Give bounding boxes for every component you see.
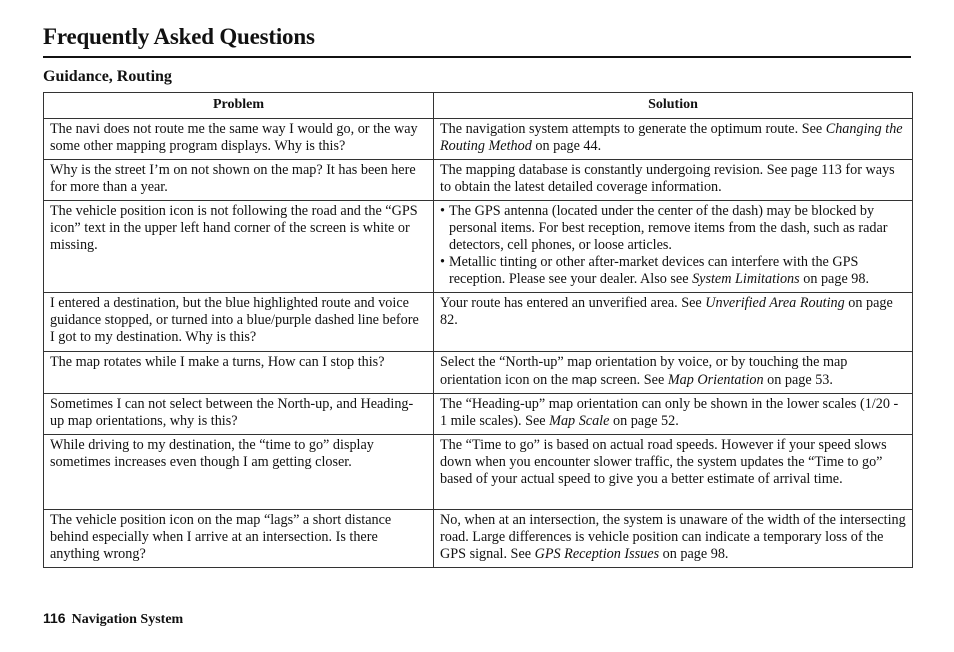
problem-cell: I entered a destination, but the blue highlighted route and voice guidance stopped, or turned into a blue/purple dashed line before I got to my destination. Why is this? xyxy=(44,293,434,352)
solution-text: on page 53. xyxy=(763,372,833,388)
bullet-icon: • xyxy=(440,203,445,219)
page-footer xyxy=(43,610,183,628)
table-row xyxy=(44,293,913,352)
solution-text: The GPS antenna (located under the center of the dash) may be blocked by personal items. For best reception, remove items from the dash, such as radar detectors, cell phones, or loose articles. xyxy=(449,203,888,253)
solution-text: Select the “North-up” map orientation by voice, or by touching the map orientation icon on the xyxy=(440,354,848,388)
table-row xyxy=(44,160,913,201)
table-row xyxy=(44,352,913,394)
page-title: Frequently Asked Questions xyxy=(43,24,315,49)
bullet-item xyxy=(440,203,906,254)
page-reference: Map Scale xyxy=(549,413,610,429)
solution-text: No, when at an intersection, the system is unaware of the width of the intersecting road. Large differences is vehicle position can indicate a temporary loss of the GPS signal. See xyxy=(440,512,906,562)
bullet-item xyxy=(440,254,906,288)
screen-name: map xyxy=(571,372,597,387)
solution-cell xyxy=(434,435,913,510)
column-header-solution: Solution xyxy=(434,93,913,119)
table-row xyxy=(44,201,913,293)
solution-text: The “Heading-up” map orientation can only be shown in the lower scales (1/20 - 1 mile scales). See xyxy=(440,396,899,429)
solution-text: on page 52. xyxy=(609,413,679,429)
bullet-icon: • xyxy=(440,254,445,270)
solution-text: on page 44. xyxy=(531,138,602,154)
solution-text: on page 82. xyxy=(440,295,893,328)
page-reference: Map Orientation xyxy=(667,372,764,388)
faq-table xyxy=(43,92,913,568)
column-header-problem: Problem xyxy=(44,93,434,119)
solution-text: Your route has entered an unverified area. See xyxy=(440,295,706,311)
solution-cell xyxy=(434,352,913,394)
table-header-row xyxy=(44,93,913,119)
problem-cell: Sometimes I can not select between the North-up, and Heading-up map orientations, why is this? xyxy=(44,394,434,435)
solution-text: on page 98. xyxy=(659,546,729,562)
footer-label: Navigation System xyxy=(71,612,184,627)
solution-cell xyxy=(434,510,913,568)
problem-cell: The vehicle position icon on the map “lags” a short distance behind especially when I arrive at an intersection. Is there anything wrong? xyxy=(44,510,434,568)
section-heading: Guidance, Routing xyxy=(43,68,172,85)
table-row xyxy=(44,119,913,160)
page-reference: Changing the Routing Method xyxy=(440,121,903,154)
page-reference: Unverified Area Routing xyxy=(705,295,845,311)
table-row xyxy=(44,510,913,568)
solution-cell xyxy=(434,160,913,201)
solution-text: on page 98. xyxy=(799,271,870,287)
solution-text: Metallic tinting or other after-market devices can interfere with the GPS reception. Please see your dealer. Also see xyxy=(449,254,859,287)
solution-text: The navigation system attempts to generate the optimum route. See xyxy=(440,121,826,137)
problem-cell: The vehicle position icon is not following the road and the “GPS icon” text in the upper left hand corner of the screen is white or missing. xyxy=(44,201,434,293)
problem-cell: The navi does not route me the same way I would go, or the way some other mapping program displays. Why is this? xyxy=(44,119,434,160)
problem-cell: Why is the street I’m on not shown on the map? It has been here for more than a year. xyxy=(44,160,434,201)
solution-cell xyxy=(434,394,913,435)
solution-text: The “Time to go” is based on actual road speeds. However if your speed slows down when you encounter slower traffic, the system updates the “Time to go” based of your actual speed to give you a better estimate of arrival time. xyxy=(440,437,887,487)
problem-cell: While driving to my destination, the “time to go” display sometimes increases even though I am getting closer. xyxy=(44,435,434,510)
solution-text: The mapping database is constantly undergoing revision. See page 113 for ways to obtain the latest detailed coverage information. xyxy=(440,162,895,195)
solution-cell xyxy=(434,201,913,293)
page-number: 116 xyxy=(43,610,66,626)
title-divider xyxy=(43,56,911,58)
page-reference: GPS Reception Issues xyxy=(534,546,660,562)
table-row xyxy=(44,394,913,435)
solution-text: screen. See xyxy=(596,372,668,388)
table-row xyxy=(44,435,913,510)
solution-cell xyxy=(434,119,913,160)
problem-cell: The map rotates while I make a turns, How can I stop this? xyxy=(44,352,434,394)
solution-cell xyxy=(434,293,913,352)
page-reference: System Limitations xyxy=(692,271,800,287)
